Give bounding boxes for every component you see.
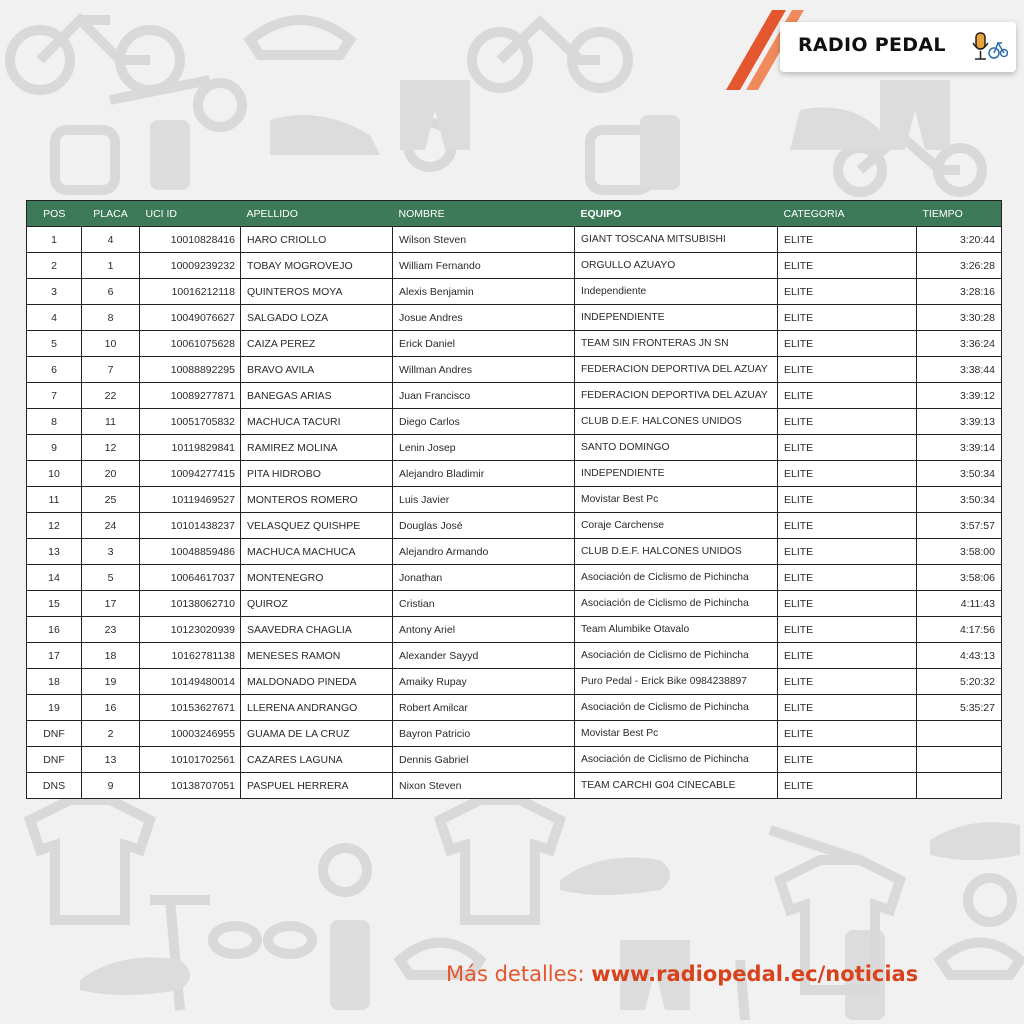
cell-equipo: Coraje Carchense [575,513,778,539]
cell-pos: DNF [27,747,82,773]
cell-pos: 16 [27,617,82,643]
table-row [27,643,1002,669]
cell-nombre: Bayron Patricio [393,721,575,747]
cell-uci-id: 10051705832 [140,409,241,435]
table-row [27,721,1002,747]
cell-pos: 19 [27,695,82,721]
table-row [27,305,1002,331]
cell-tiempo: 3:38:44 [917,357,1002,383]
cell-pos: 7 [27,383,82,409]
column-header-uci-id: UCI ID [140,201,241,227]
cell-nombre: Antony Ariel [393,617,575,643]
cell-apellido: QUINTEROS MOYA [241,279,393,305]
cell-equipo: INDEPENDIENTE [575,305,778,331]
cell-nombre: Josue Andres [393,305,575,331]
cell-uci-id: 10061075628 [140,331,241,357]
cell-placa: 7 [82,357,140,383]
table-row [27,435,1002,461]
cell-uci-id: 10119469527 [140,487,241,513]
cell-categoria: ELITE [778,695,917,721]
brand-card [780,22,1016,72]
cell-tiempo: 3:50:34 [917,487,1002,513]
cell-nombre: Nixon Steven [393,773,575,799]
cell-categoria: ELITE [778,409,917,435]
sunglasses-icon [213,926,312,954]
cell-categoria: ELITE [778,747,917,773]
cell-pos: 5 [27,331,82,357]
cell-tiempo: 5:35:27 [917,695,1002,721]
table-row [27,227,1002,253]
cell-tiempo [917,773,1002,799]
cell-uci-id: 10119829841 [140,435,241,461]
table-row [27,617,1002,643]
cell-categoria: ELITE [778,565,917,591]
cell-tiempo: 3:20:44 [917,227,1002,253]
cell-apellido: MACHUCA TACURI [241,409,393,435]
cell-categoria: ELITE [778,253,917,279]
cell-uci-id: 10153627671 [140,695,241,721]
table-row [27,461,1002,487]
table-row [27,409,1002,435]
cell-uci-id: 10123020939 [140,617,241,643]
column-header-tiempo: TIEMPO [917,201,1002,227]
cell-apellido: SALGADO LOZA [241,305,393,331]
cell-categoria: ELITE [778,227,917,253]
cell-nombre: Willman Andres [393,357,575,383]
cell-placa: 16 [82,695,140,721]
cell-placa: 11 [82,409,140,435]
cell-equipo: Puro Pedal - Erick Bike 0984238897 [575,669,778,695]
cell-pos: 18 [27,669,82,695]
cell-apellido: GUAMA DE LA CRUZ [241,721,393,747]
cell-uci-id: 10010828416 [140,227,241,253]
cell-categoria: ELITE [778,773,917,799]
cell-uci-id: 10094277415 [140,461,241,487]
cell-tiempo: 3:39:13 [917,409,1002,435]
column-header-nombre: NOMBRE [393,201,575,227]
cell-pos: DNF [27,721,82,747]
cell-tiempo: 3:57:57 [917,513,1002,539]
cell-uci-id: 10138062710 [140,591,241,617]
cell-tiempo [917,721,1002,747]
cell-placa: 19 [82,669,140,695]
cell-placa: 9 [82,773,140,799]
table-row [27,695,1002,721]
cell-equipo: TEAM SIN FRONTERAS JN SN [575,331,778,357]
cell-placa: 6 [82,279,140,305]
table-row [27,487,1002,513]
brand-badge [720,10,1016,72]
table-row [27,747,1002,773]
cell-tiempo: 3:39:14 [917,435,1002,461]
cell-nombre: Diego Carlos [393,409,575,435]
cell-equipo: TEAM CARCHI G04 CINECABLE [575,773,778,799]
cell-nombre: Dennis Gabriel [393,747,575,773]
cell-placa: 25 [82,487,140,513]
cell-apellido: MENESES RAMON [241,643,393,669]
table-header-row [27,201,1002,227]
cell-nombre: Alexander Sayyd [393,643,575,669]
cell-uci-id: 10064617037 [140,565,241,591]
cell-equipo: FEDERACION DEPORTIVA DEL AZUAY [575,357,778,383]
cell-equipo: Independiente [575,279,778,305]
cell-apellido: HARO CRIOLLO [241,227,393,253]
cell-categoria: ELITE [778,513,917,539]
cell-nombre: Douglas José [393,513,575,539]
cell-categoria: ELITE [778,539,917,565]
table-row [27,591,1002,617]
bicycle-icon [472,22,628,88]
table-row [27,773,1002,799]
cell-pos: 3 [27,279,82,305]
cell-pos: 6 [27,357,82,383]
cell-nombre: Cristian [393,591,575,617]
cell-equipo: Asociación de Ciclismo de Pichincha [575,591,778,617]
cell-uci-id: 10101702561 [140,747,241,773]
cell-categoria: ELITE [778,643,917,669]
footer-link[interactable]: www.radiopedal.ec/noticias [591,962,919,986]
cell-pos: 11 [27,487,82,513]
cell-placa: 23 [82,617,140,643]
cell-nombre: Amaiky Rupay [393,669,575,695]
results-table [26,200,1002,799]
cell-uci-id: 10088892295 [140,357,241,383]
cell-categoria: ELITE [778,721,917,747]
cell-tiempo: 4:43:13 [917,643,1002,669]
cell-placa: 24 [82,513,140,539]
cell-placa: 17 [82,591,140,617]
cell-nombre: Juan Francisco [393,383,575,409]
cell-nombre: Robert Amilcar [393,695,575,721]
cell-placa: 5 [82,565,140,591]
cell-apellido: VELASQUEZ QUISHPE [241,513,393,539]
results-table-body [27,227,1002,799]
cell-nombre: Jonathan [393,565,575,591]
cell-placa: 4 [82,227,140,253]
table-row [27,383,1002,409]
cell-uci-id: 10016212118 [140,279,241,305]
microphone-bike-icon [970,31,1008,63]
cell-equipo: CLUB D.E.F. HALCONES UNIDOS [575,409,778,435]
cell-uci-id: 10003246955 [140,721,241,747]
cell-categoria: ELITE [778,591,917,617]
cell-uci-id: 10162781138 [140,643,241,669]
cell-categoria: ELITE [778,617,917,643]
cell-apellido: TOBAY MOGROVEJO [241,253,393,279]
cell-nombre: Wilson Steven [393,227,575,253]
cell-placa: 12 [82,435,140,461]
cell-placa: 2 [82,721,140,747]
cell-tiempo: 4:11:43 [917,591,1002,617]
table-row [27,539,1002,565]
cell-pos: 8 [27,409,82,435]
table-row [27,331,1002,357]
cell-apellido: PASPUEL HERRERA [241,773,393,799]
cell-equipo: GIANT TOSCANA MITSUBISHI [575,227,778,253]
cell-nombre: Alexis Benjamin [393,279,575,305]
cell-pos: 15 [27,591,82,617]
table-row [27,357,1002,383]
cell-placa: 3 [82,539,140,565]
column-header-categoria: CATEGORIA [778,201,917,227]
cell-apellido: CAIZA PEREZ [241,331,393,357]
cell-tiempo: 5:20:32 [917,669,1002,695]
cell-apellido: RAMIREZ MOLINA [241,435,393,461]
cell-equipo: SANTO DOMINGO [575,435,778,461]
cell-placa: 20 [82,461,140,487]
cell-apellido: MACHUCA MACHUCA [241,539,393,565]
cell-tiempo [917,747,1002,773]
cell-apellido: SAAVEDRA CHAGLIA [241,617,393,643]
cell-pos: 14 [27,565,82,591]
cell-pos: 13 [27,539,82,565]
cell-uci-id: 10101438237 [140,513,241,539]
table-row [27,565,1002,591]
cell-categoria: ELITE [778,357,917,383]
cell-nombre: Alejandro Bladimir [393,461,575,487]
table-row [27,279,1002,305]
cell-placa: 18 [82,643,140,669]
cell-categoria: ELITE [778,383,917,409]
cell-apellido: CAZARES LAGUNA [241,747,393,773]
cell-apellido: MALDONADO PINEDA [241,669,393,695]
cell-apellido: MONTEROS ROMERO [241,487,393,513]
shoe-icon [270,108,890,156]
cell-pos: 10 [27,461,82,487]
cell-tiempo: 3:50:34 [917,461,1002,487]
cell-equipo: FEDERACION DEPORTIVA DEL AZUAY [575,383,778,409]
cell-pos: 2 [27,253,82,279]
footer-details [446,962,918,986]
cell-uci-id: 10048859486 [140,539,241,565]
cell-tiempo: 3:30:28 [917,305,1002,331]
cell-apellido: BRAVO AVILA [241,357,393,383]
column-header-equipo: EQUIPO [575,201,778,227]
cell-equipo: Asociación de Ciclismo de Pichincha [575,565,778,591]
cell-tiempo: 3:39:12 [917,383,1002,409]
cell-equipo: Asociación de Ciclismo de Pichincha [575,747,778,773]
cell-placa: 13 [82,747,140,773]
cell-equipo: Asociación de Ciclismo de Pichincha [575,643,778,669]
cell-placa: 1 [82,253,140,279]
cell-pos: 9 [27,435,82,461]
column-header-apellido: APELLIDO [241,201,393,227]
cell-placa: 8 [82,305,140,331]
cell-pos: 17 [27,643,82,669]
footer-prefix: Más detalles: [446,962,592,986]
cell-equipo: Movistar Best Pc [575,721,778,747]
cell-nombre: Lenin Josep [393,435,575,461]
cell-apellido: MONTENEGRO [241,565,393,591]
bicycle-icon [10,20,180,90]
cell-placa: 22 [82,383,140,409]
column-header-placa: PLACA [82,201,140,227]
cell-nombre: William Fernando [393,253,575,279]
column-header-pos: POS [27,201,82,227]
cell-categoria: ELITE [778,331,917,357]
cell-uci-id: 10138707051 [140,773,241,799]
cell-uci-id: 10089277871 [140,383,241,409]
table-row [27,669,1002,695]
cell-equipo: ORGULLO AZUAYO [575,253,778,279]
cell-tiempo: 4:17:56 [917,617,1002,643]
cell-categoria: ELITE [778,279,917,305]
cell-tiempo: 3:58:00 [917,539,1002,565]
cell-equipo: Asociación de Ciclismo de Pichincha [575,695,778,721]
cell-uci-id: 10009239232 [140,253,241,279]
cell-categoria: ELITE [778,669,917,695]
cell-categoria: ELITE [778,305,917,331]
cell-tiempo: 3:28:16 [917,279,1002,305]
cell-equipo: Team Alumbike Otavalo [575,617,778,643]
cell-nombre: Alejandro Armando [393,539,575,565]
cell-categoria: ELITE [778,461,917,487]
cell-nombre: Erick Daniel [393,331,575,357]
cell-apellido: PITA HIDROBO [241,461,393,487]
cell-categoria: ELITE [778,435,917,461]
cell-categoria: ELITE [778,487,917,513]
table-row [27,253,1002,279]
cell-apellido: LLERENA ANDRANGO [241,695,393,721]
cell-pos: 4 [27,305,82,331]
cell-equipo: INDEPENDIENTE [575,461,778,487]
cell-tiempo: 3:36:24 [917,331,1002,357]
cell-apellido: BANEGAS ARIAS [241,383,393,409]
cell-placa: 10 [82,331,140,357]
cell-tiempo: 3:26:28 [917,253,1002,279]
cell-pos: 1 [27,227,82,253]
cell-apellido: QUIROZ [241,591,393,617]
cell-equipo: CLUB D.E.F. HALCONES UNIDOS [575,539,778,565]
cell-tiempo: 3:58:06 [917,565,1002,591]
cell-nombre: Luis Javier [393,487,575,513]
cell-uci-id: 10149480014 [140,669,241,695]
brand-name: RADIO PEDAL [798,34,946,56]
cell-equipo: Movistar Best Pc [575,487,778,513]
cell-pos: 12 [27,513,82,539]
cell-pos: DNS [27,773,82,799]
table-row [27,513,1002,539]
cell-uci-id: 10049076627 [140,305,241,331]
